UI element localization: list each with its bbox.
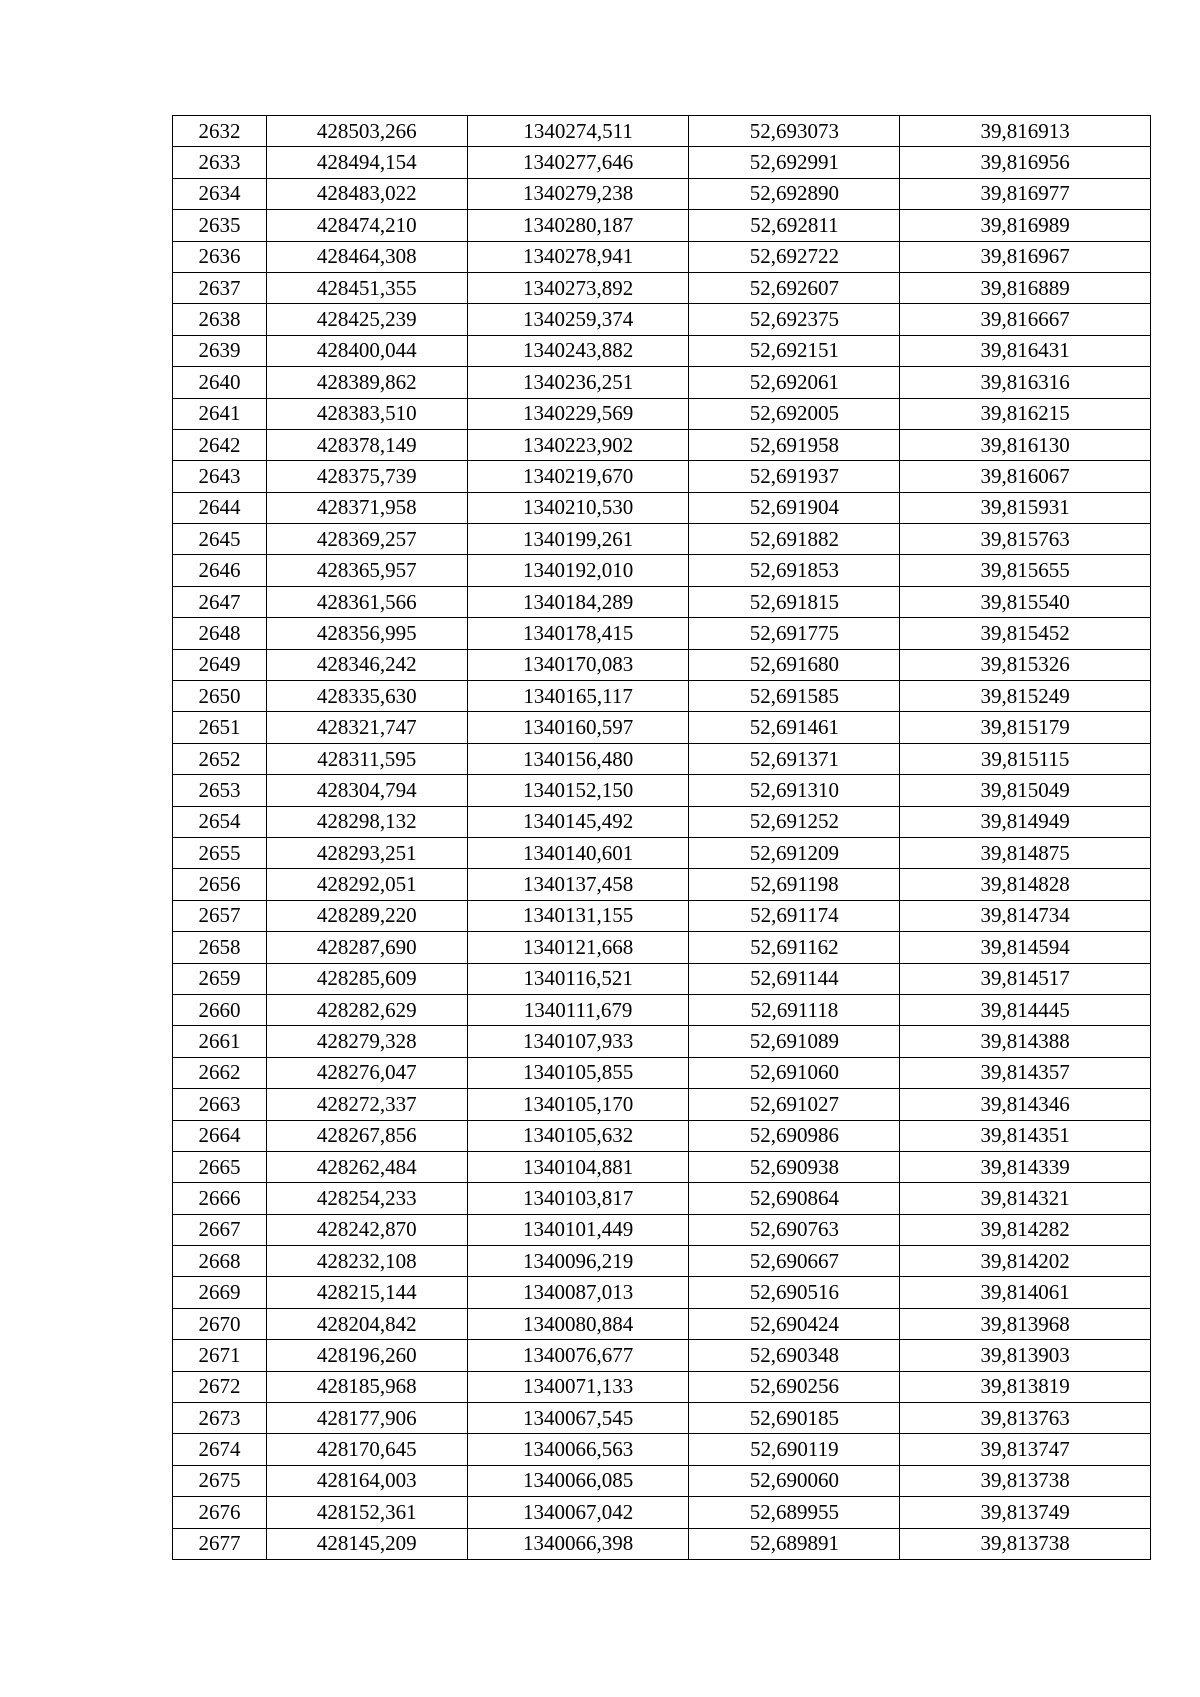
- point-number-cell: 2633: [173, 147, 267, 178]
- y-coordinate-cell: 1340210,530: [467, 492, 689, 523]
- point-number-cell: 2634: [173, 178, 267, 209]
- point-number-cell: 2656: [173, 869, 267, 900]
- longitude-cell: 39,815452: [900, 618, 1151, 649]
- x-coordinate-cell: 428272,337: [266, 1089, 467, 1120]
- longitude-cell: 39,816989: [900, 210, 1151, 241]
- latitude-cell: 52,691209: [689, 837, 900, 868]
- table-row: [173, 335, 1151, 366]
- latitude-cell: 52,691775: [689, 618, 900, 649]
- longitude-cell: 39,814321: [900, 1183, 1151, 1214]
- longitude-cell: 39,816667: [900, 304, 1151, 335]
- table-row: [173, 524, 1151, 555]
- latitude-cell: 52,692722: [689, 241, 900, 272]
- table-row: [173, 837, 1151, 868]
- table-row: [173, 806, 1151, 837]
- latitude-cell: 52,692151: [689, 335, 900, 366]
- x-coordinate-cell: 428145,209: [266, 1528, 467, 1559]
- table-row: [173, 116, 1151, 147]
- y-coordinate-cell: 1340105,170: [467, 1089, 689, 1120]
- x-coordinate-cell: 428232,108: [266, 1246, 467, 1277]
- point-number-cell: 2672: [173, 1371, 267, 1402]
- latitude-cell: 52,690864: [689, 1183, 900, 1214]
- table-row: [173, 1528, 1151, 1559]
- longitude-cell: 39,813819: [900, 1371, 1151, 1402]
- x-coordinate-cell: 428346,242: [266, 649, 467, 680]
- longitude-cell: 39,816431: [900, 335, 1151, 366]
- table-row: [173, 1246, 1151, 1277]
- latitude-cell: 52,691371: [689, 743, 900, 774]
- x-coordinate-cell: 428474,210: [266, 210, 467, 241]
- y-coordinate-cell: 1340066,563: [467, 1434, 689, 1465]
- latitude-cell: 52,690060: [689, 1465, 900, 1496]
- longitude-cell: 39,814351: [900, 1120, 1151, 1151]
- y-coordinate-cell: 1340277,646: [467, 147, 689, 178]
- x-coordinate-cell: 428369,257: [266, 524, 467, 555]
- point-number-cell: 2675: [173, 1465, 267, 1496]
- y-coordinate-cell: 1340104,881: [467, 1151, 689, 1182]
- x-coordinate-cell: 428285,609: [266, 963, 467, 994]
- longitude-cell: 39,816215: [900, 398, 1151, 429]
- y-coordinate-cell: 1340156,480: [467, 743, 689, 774]
- x-coordinate-cell: 428152,361: [266, 1497, 467, 1528]
- y-coordinate-cell: 1340131,155: [467, 900, 689, 931]
- longitude-cell: 39,816913: [900, 116, 1151, 147]
- point-number-cell: 2665: [173, 1151, 267, 1182]
- point-number-cell: 2643: [173, 461, 267, 492]
- y-coordinate-cell: 1340152,150: [467, 775, 689, 806]
- y-coordinate-cell: 1340243,882: [467, 335, 689, 366]
- point-number-cell: 2647: [173, 586, 267, 617]
- latitude-cell: 52,691162: [689, 932, 900, 963]
- latitude-cell: 52,691680: [689, 649, 900, 680]
- x-coordinate-cell: 428375,739: [266, 461, 467, 492]
- point-number-cell: 2657: [173, 900, 267, 931]
- y-coordinate-cell: 1340279,238: [467, 178, 689, 209]
- y-coordinate-cell: 1340273,892: [467, 272, 689, 303]
- y-coordinate-cell: 1340101,449: [467, 1214, 689, 1245]
- point-number-cell: 2668: [173, 1246, 267, 1277]
- longitude-cell: 39,813738: [900, 1528, 1151, 1559]
- longitude-cell: 39,815179: [900, 712, 1151, 743]
- y-coordinate-cell: 1340105,632: [467, 1120, 689, 1151]
- point-number-cell: 2676: [173, 1497, 267, 1528]
- longitude-cell: 39,814282: [900, 1214, 1151, 1245]
- latitude-cell: 52,691089: [689, 1026, 900, 1057]
- table-row: [173, 147, 1151, 178]
- point-number-cell: 2640: [173, 367, 267, 398]
- table-row: [173, 712, 1151, 743]
- y-coordinate-cell: 1340067,042: [467, 1497, 689, 1528]
- point-number-cell: 2645: [173, 524, 267, 555]
- y-coordinate-cell: 1340076,677: [467, 1340, 689, 1371]
- latitude-cell: 52,691815: [689, 586, 900, 617]
- latitude-cell: 52,690938: [689, 1151, 900, 1182]
- latitude-cell: 52,690119: [689, 1434, 900, 1465]
- latitude-cell: 52,690516: [689, 1277, 900, 1308]
- longitude-cell: 39,813903: [900, 1340, 1151, 1371]
- y-coordinate-cell: 1340223,902: [467, 429, 689, 460]
- x-coordinate-cell: 428242,870: [266, 1214, 467, 1245]
- x-coordinate-cell: 428177,906: [266, 1403, 467, 1434]
- longitude-cell: 39,814594: [900, 932, 1151, 963]
- point-number-cell: 2674: [173, 1434, 267, 1465]
- table-row: [173, 775, 1151, 806]
- table-row: [173, 1120, 1151, 1151]
- table-row: [173, 1371, 1151, 1402]
- table-row: [173, 1183, 1151, 1214]
- table-row: [173, 618, 1151, 649]
- x-coordinate-cell: 428293,251: [266, 837, 467, 868]
- table-row: [173, 963, 1151, 994]
- y-coordinate-cell: 1340278,941: [467, 241, 689, 272]
- table-row: [173, 1308, 1151, 1339]
- y-coordinate-cell: 1340280,187: [467, 210, 689, 241]
- point-number-cell: 2652: [173, 743, 267, 774]
- y-coordinate-cell: 1340160,597: [467, 712, 689, 743]
- latitude-cell: 52,691937: [689, 461, 900, 492]
- table-row: [173, 304, 1151, 335]
- latitude-cell: 52,693073: [689, 116, 900, 147]
- table-row: [173, 461, 1151, 492]
- latitude-cell: 52,692991: [689, 147, 900, 178]
- table-row: [173, 900, 1151, 931]
- longitude-cell: 39,816956: [900, 147, 1151, 178]
- point-number-cell: 2661: [173, 1026, 267, 1057]
- latitude-cell: 52,690256: [689, 1371, 900, 1402]
- table-row: [173, 1026, 1151, 1057]
- x-coordinate-cell: 428365,957: [266, 555, 467, 586]
- longitude-cell: 39,816889: [900, 272, 1151, 303]
- point-number-cell: 2664: [173, 1120, 267, 1151]
- x-coordinate-cell: 428287,690: [266, 932, 467, 963]
- x-coordinate-cell: 428425,239: [266, 304, 467, 335]
- x-coordinate-cell: 428378,149: [266, 429, 467, 460]
- y-coordinate-cell: 1340259,374: [467, 304, 689, 335]
- longitude-cell: 39,814388: [900, 1026, 1151, 1057]
- table-row: [173, 1057, 1151, 1088]
- point-number-cell: 2642: [173, 429, 267, 460]
- point-number-cell: 2662: [173, 1057, 267, 1088]
- x-coordinate-cell: 428282,629: [266, 994, 467, 1025]
- longitude-cell: 39,816130: [900, 429, 1151, 460]
- y-coordinate-cell: 1340105,855: [467, 1057, 689, 1088]
- x-coordinate-cell: 428389,862: [266, 367, 467, 398]
- latitude-cell: 52,690348: [689, 1340, 900, 1371]
- x-coordinate-cell: 428204,842: [266, 1308, 467, 1339]
- longitude-cell: 39,815326: [900, 649, 1151, 680]
- y-coordinate-cell: 1340103,817: [467, 1183, 689, 1214]
- y-coordinate-cell: 1340096,219: [467, 1246, 689, 1277]
- latitude-cell: 52,689891: [689, 1528, 900, 1559]
- table-row: [173, 869, 1151, 900]
- table-row: [173, 1434, 1151, 1465]
- table-row: [173, 1497, 1151, 1528]
- latitude-cell: 52,691118: [689, 994, 900, 1025]
- latitude-cell: 52,692061: [689, 367, 900, 398]
- point-number-cell: 2670: [173, 1308, 267, 1339]
- longitude-cell: 39,813968: [900, 1308, 1151, 1339]
- x-coordinate-cell: 428170,645: [266, 1434, 467, 1465]
- point-number-cell: 2673: [173, 1403, 267, 1434]
- point-number-cell: 2650: [173, 681, 267, 712]
- y-coordinate-cell: 1340178,415: [467, 618, 689, 649]
- table-row: [173, 649, 1151, 680]
- point-number-cell: 2638: [173, 304, 267, 335]
- longitude-cell: 39,815540: [900, 586, 1151, 617]
- point-number-cell: 2648: [173, 618, 267, 649]
- longitude-cell: 39,814949: [900, 806, 1151, 837]
- x-coordinate-cell: 428451,355: [266, 272, 467, 303]
- latitude-cell: 52,691882: [689, 524, 900, 555]
- point-number-cell: 2667: [173, 1214, 267, 1245]
- table-row: [173, 994, 1151, 1025]
- longitude-cell: 39,815763: [900, 524, 1151, 555]
- table-row: [173, 1465, 1151, 1496]
- point-number-cell: 2655: [173, 837, 267, 868]
- table-row: [173, 1403, 1151, 1434]
- latitude-cell: 52,691174: [689, 900, 900, 931]
- table-row: [173, 272, 1151, 303]
- x-coordinate-cell: 428483,022: [266, 178, 467, 209]
- y-coordinate-cell: 1340184,289: [467, 586, 689, 617]
- longitude-cell: 39,814357: [900, 1057, 1151, 1088]
- x-coordinate-cell: 428311,595: [266, 743, 467, 774]
- latitude-cell: 52,691310: [689, 775, 900, 806]
- x-coordinate-cell: 428503,266: [266, 116, 467, 147]
- longitude-cell: 39,814346: [900, 1089, 1151, 1120]
- longitude-cell: 39,813747: [900, 1434, 1151, 1465]
- longitude-cell: 39,813738: [900, 1465, 1151, 1496]
- longitude-cell: 39,816977: [900, 178, 1151, 209]
- latitude-cell: 52,689955: [689, 1497, 900, 1528]
- point-number-cell: 2644: [173, 492, 267, 523]
- longitude-cell: 39,814061: [900, 1277, 1151, 1308]
- table-row: [173, 398, 1151, 429]
- point-number-cell: 2659: [173, 963, 267, 994]
- x-coordinate-cell: 428262,484: [266, 1151, 467, 1182]
- longitude-cell: 39,815931: [900, 492, 1151, 523]
- latitude-cell: 52,690763: [689, 1214, 900, 1245]
- y-coordinate-cell: 1340236,251: [467, 367, 689, 398]
- point-number-cell: 2637: [173, 272, 267, 303]
- x-coordinate-cell: 428267,856: [266, 1120, 467, 1151]
- longitude-cell: 39,813749: [900, 1497, 1151, 1528]
- point-number-cell: 2677: [173, 1528, 267, 1559]
- x-coordinate-cell: 428335,630: [266, 681, 467, 712]
- latitude-cell: 52,691461: [689, 712, 900, 743]
- table-row: [173, 241, 1151, 272]
- latitude-cell: 52,691198: [689, 869, 900, 900]
- point-number-cell: 2651: [173, 712, 267, 743]
- y-coordinate-cell: 1340121,668: [467, 932, 689, 963]
- y-coordinate-cell: 1340116,521: [467, 963, 689, 994]
- x-coordinate-cell: 428292,051: [266, 869, 467, 900]
- latitude-cell: 52,691027: [689, 1089, 900, 1120]
- table-row: [173, 555, 1151, 586]
- longitude-cell: 39,816967: [900, 241, 1151, 272]
- y-coordinate-cell: 1340140,601: [467, 837, 689, 868]
- x-coordinate-cell: 428494,154: [266, 147, 467, 178]
- longitude-cell: 39,814875: [900, 837, 1151, 868]
- point-number-cell: 2646: [173, 555, 267, 586]
- table-row: [173, 367, 1151, 398]
- x-coordinate-cell: 428289,220: [266, 900, 467, 931]
- latitude-cell: 52,691904: [689, 492, 900, 523]
- latitude-cell: 52,690667: [689, 1246, 900, 1277]
- table-row: [173, 1214, 1151, 1245]
- latitude-cell: 52,692607: [689, 272, 900, 303]
- coordinates-table: [172, 115, 1151, 1560]
- y-coordinate-cell: 1340107,933: [467, 1026, 689, 1057]
- latitude-cell: 52,690424: [689, 1308, 900, 1339]
- table-row: [173, 586, 1151, 617]
- x-coordinate-cell: 428361,566: [266, 586, 467, 617]
- x-coordinate-cell: 428464,308: [266, 241, 467, 272]
- y-coordinate-cell: 1340199,261: [467, 524, 689, 555]
- latitude-cell: 52,690986: [689, 1120, 900, 1151]
- longitude-cell: 39,814202: [900, 1246, 1151, 1277]
- longitude-cell: 39,815249: [900, 681, 1151, 712]
- table-row: [173, 681, 1151, 712]
- table-row: [173, 1277, 1151, 1308]
- y-coordinate-cell: 1340080,884: [467, 1308, 689, 1339]
- latitude-cell: 52,692005: [689, 398, 900, 429]
- y-coordinate-cell: 1340229,569: [467, 398, 689, 429]
- longitude-cell: 39,815049: [900, 775, 1151, 806]
- point-number-cell: 2639: [173, 335, 267, 366]
- x-coordinate-cell: 428321,747: [266, 712, 467, 743]
- y-coordinate-cell: 1340192,010: [467, 555, 689, 586]
- point-number-cell: 2663: [173, 1089, 267, 1120]
- x-coordinate-cell: 428164,003: [266, 1465, 467, 1496]
- y-coordinate-cell: 1340137,458: [467, 869, 689, 900]
- table-row: [173, 932, 1151, 963]
- point-number-cell: 2635: [173, 210, 267, 241]
- point-number-cell: 2669: [173, 1277, 267, 1308]
- longitude-cell: 39,814445: [900, 994, 1151, 1025]
- y-coordinate-cell: 1340111,679: [467, 994, 689, 1025]
- y-coordinate-cell: 1340219,670: [467, 461, 689, 492]
- x-coordinate-cell: 428371,958: [266, 492, 467, 523]
- latitude-cell: 52,691958: [689, 429, 900, 460]
- table-row: [173, 429, 1151, 460]
- y-coordinate-cell: 1340066,398: [467, 1528, 689, 1559]
- table-row: [173, 178, 1151, 209]
- latitude-cell: 52,691060: [689, 1057, 900, 1088]
- table-row: [173, 743, 1151, 774]
- longitude-cell: 39,814517: [900, 963, 1151, 994]
- y-coordinate-cell: 1340067,545: [467, 1403, 689, 1434]
- latitude-cell: 52,692375: [689, 304, 900, 335]
- point-number-cell: 2653: [173, 775, 267, 806]
- longitude-cell: 39,814339: [900, 1151, 1151, 1182]
- latitude-cell: 52,691585: [689, 681, 900, 712]
- latitude-cell: 52,691853: [689, 555, 900, 586]
- x-coordinate-cell: 428279,328: [266, 1026, 467, 1057]
- longitude-cell: 39,814734: [900, 900, 1151, 931]
- table-row: [173, 210, 1151, 241]
- longitude-cell: 39,815655: [900, 555, 1151, 586]
- table-row: [173, 492, 1151, 523]
- x-coordinate-cell: 428298,132: [266, 806, 467, 837]
- point-number-cell: 2658: [173, 932, 267, 963]
- point-number-cell: 2666: [173, 1183, 267, 1214]
- table-row: [173, 1151, 1151, 1182]
- table-row: [173, 1089, 1151, 1120]
- point-number-cell: 2641: [173, 398, 267, 429]
- latitude-cell: 52,692811: [689, 210, 900, 241]
- x-coordinate-cell: 428215,144: [266, 1277, 467, 1308]
- y-coordinate-cell: 1340274,511: [467, 116, 689, 147]
- point-number-cell: 2671: [173, 1340, 267, 1371]
- point-number-cell: 2660: [173, 994, 267, 1025]
- latitude-cell: 52,691252: [689, 806, 900, 837]
- latitude-cell: 52,690185: [689, 1403, 900, 1434]
- point-number-cell: 2649: [173, 649, 267, 680]
- x-coordinate-cell: 428383,510: [266, 398, 467, 429]
- y-coordinate-cell: 1340066,085: [467, 1465, 689, 1496]
- point-number-cell: 2654: [173, 806, 267, 837]
- y-coordinate-cell: 1340170,083: [467, 649, 689, 680]
- longitude-cell: 39,816316: [900, 367, 1151, 398]
- x-coordinate-cell: 428185,968: [266, 1371, 467, 1402]
- longitude-cell: 39,815115: [900, 743, 1151, 774]
- x-coordinate-cell: 428304,794: [266, 775, 467, 806]
- point-number-cell: 2632: [173, 116, 267, 147]
- y-coordinate-cell: 1340145,492: [467, 806, 689, 837]
- y-coordinate-cell: 1340071,133: [467, 1371, 689, 1402]
- latitude-cell: 52,691144: [689, 963, 900, 994]
- longitude-cell: 39,816067: [900, 461, 1151, 492]
- x-coordinate-cell: 428356,995: [266, 618, 467, 649]
- table-row: [173, 1340, 1151, 1371]
- x-coordinate-cell: 428400,044: [266, 335, 467, 366]
- x-coordinate-cell: 428254,233: [266, 1183, 467, 1214]
- x-coordinate-cell: 428276,047: [266, 1057, 467, 1088]
- point-number-cell: 2636: [173, 241, 267, 272]
- y-coordinate-cell: 1340165,117: [467, 681, 689, 712]
- longitude-cell: 39,814828: [900, 869, 1151, 900]
- latitude-cell: 52,692890: [689, 178, 900, 209]
- longitude-cell: 39,813763: [900, 1403, 1151, 1434]
- y-coordinate-cell: 1340087,013: [467, 1277, 689, 1308]
- coordinates-table-body: [173, 116, 1151, 1560]
- x-coordinate-cell: 428196,260: [266, 1340, 467, 1371]
